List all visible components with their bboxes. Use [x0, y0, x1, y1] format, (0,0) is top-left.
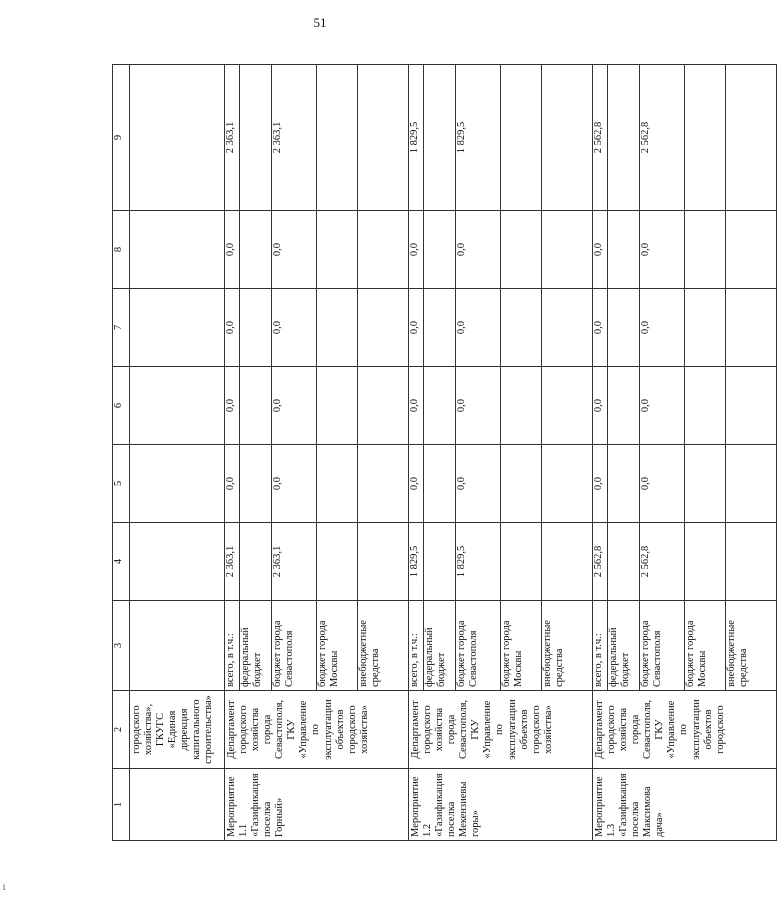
value-line: 2 562,8: [640, 523, 685, 600]
value-line: [685, 289, 726, 366]
table-cell: [130, 367, 225, 445]
executor-cell: городского хозяйства», ГКУГС «Единая дирекция капитального строительства»: [130, 691, 225, 769]
value-line: [358, 445, 408, 522]
amount-cell: [593, 211, 777, 289]
amount-cell: [593, 65, 777, 211]
funding-source: бюджет города Москвы: [685, 601, 726, 690]
value-line: 2 363,1: [225, 65, 240, 210]
amount-cell: [409, 289, 593, 367]
value-line: [240, 289, 272, 366]
value-line: [240, 445, 272, 522]
value-line: 0,0: [272, 445, 317, 522]
table-cell: [130, 523, 225, 601]
value-line: [501, 445, 542, 522]
measure-name-cell: Мероприятие 1.2 «Газификация поселка Мекензиевы горы»: [409, 769, 593, 841]
value-line: 2 363,1: [225, 523, 240, 600]
measure-row: [409, 65, 593, 841]
value-line: 0,0: [640, 367, 685, 444]
value-line: [726, 367, 776, 444]
funding-source: внебюджетные средства: [358, 620, 382, 687]
value-line: 0,0: [456, 445, 501, 522]
value-line: [424, 445, 456, 522]
value-line: [240, 211, 272, 288]
value-line: [424, 289, 456, 366]
value-line: [608, 523, 640, 600]
value-line: 0,0: [225, 445, 240, 522]
column-number-row: [113, 65, 130, 841]
value-line: 0,0: [456, 289, 501, 366]
column-header: 6: [113, 367, 130, 445]
value-line: [317, 523, 358, 600]
value-line: 1 829,5: [456, 65, 501, 210]
table-cell: [130, 65, 225, 211]
value-line: 0,0: [593, 289, 608, 366]
value-line: [358, 289, 408, 366]
value-line: 1 829,5: [456, 523, 501, 600]
funding-sources-cell: [409, 601, 593, 691]
column-header: 5: [113, 445, 130, 523]
table-cell: [130, 211, 225, 289]
funding-source: федеральный бюджет: [240, 601, 272, 690]
value-line: [685, 445, 726, 522]
value-line: [685, 367, 726, 444]
funding-source: всего, в т.ч.:: [409, 601, 424, 690]
value-line: 0,0: [640, 445, 685, 522]
value-line: [608, 445, 640, 522]
amount-cell: [409, 211, 593, 289]
value-line: [424, 211, 456, 288]
value-line: [424, 65, 456, 210]
value-line: 0,0: [456, 211, 501, 288]
value-line: [685, 211, 726, 288]
value-line: [317, 367, 358, 444]
value-line: 0,0: [409, 289, 424, 366]
value-line: [501, 523, 542, 600]
executor-cell: Департамент городского хозяйства города Севастополя, ГКУ «Управление по эксплуатации объектов городского: [593, 691, 777, 769]
continuation-row: [130, 65, 225, 841]
value-line: [542, 289, 592, 366]
amount-cell: [225, 367, 409, 445]
value-line: [501, 367, 542, 444]
value-line: [726, 289, 776, 366]
amount-cell: [225, 523, 409, 601]
value-line: [317, 211, 358, 288]
value-line: [608, 211, 640, 288]
value-line: [542, 211, 592, 288]
value-line: [317, 445, 358, 522]
funding-sources-cell: [225, 601, 409, 691]
value-line: 0,0: [225, 367, 240, 444]
column-header: 8: [113, 211, 130, 289]
funding-source: бюджет города Москвы: [317, 601, 358, 690]
value-line: 2 562,8: [593, 65, 608, 210]
executor-cell: Департамент городского хозяйства города Севастополя, ГКУ «Управление по эксплуатации объектов городского хозяйства»: [409, 691, 593, 769]
value-line: [608, 367, 640, 444]
funding-source: всего, в т.ч.:: [593, 601, 608, 690]
rotated-budget-table-page: [112, 65, 750, 841]
value-line: 0,0: [593, 367, 608, 444]
amount-cell: [225, 289, 409, 367]
funding-source: внебюджетные средства: [726, 620, 750, 687]
value-line: [501, 211, 542, 288]
value-line: [358, 211, 408, 288]
column-header: 1: [113, 769, 130, 841]
value-line: 2 363,1: [272, 65, 317, 210]
table-cell: [130, 445, 225, 523]
value-line: [240, 367, 272, 444]
funding-source: внебюджетные средства: [542, 620, 566, 687]
funding-source: бюджет города Севастополя: [640, 601, 685, 690]
value-line: [685, 65, 726, 210]
column-header: 2: [113, 691, 130, 769]
value-line: [542, 367, 592, 444]
value-line: 0,0: [409, 445, 424, 522]
value-line: 1 829,5: [409, 523, 424, 600]
value-line: 0,0: [272, 367, 317, 444]
funding-source: всего, в т.ч.:: [225, 601, 240, 690]
value-line: [317, 65, 358, 210]
funding-source: бюджет города Москвы: [501, 601, 542, 690]
value-line: 0,0: [593, 445, 608, 522]
value-line: 0,0: [272, 211, 317, 288]
value-line: 0,0: [593, 211, 608, 288]
amount-cell: [409, 367, 593, 445]
measure-name-cell: Мероприятие 1.3 «Газификация поселка Максимова дача»: [593, 769, 777, 841]
amount-cell: [225, 445, 409, 523]
amount-cell: [409, 523, 593, 601]
value-line: [240, 65, 272, 210]
amount-cell: [593, 289, 777, 367]
page-number: 51: [313, 15, 327, 30]
funding-sources-cell: [593, 601, 777, 691]
table-cell: [130, 769, 225, 841]
amount-cell: [593, 445, 777, 523]
value-line: [608, 65, 640, 210]
value-line: 2 562,8: [593, 523, 608, 600]
value-line: [542, 523, 592, 600]
value-line: [542, 65, 592, 210]
value-line: [726, 445, 776, 522]
amount-cell: [409, 445, 593, 523]
margin-mark: 1: [2, 883, 6, 892]
executor-cell: Департамент городского хозяйства города Севастополя, ГКУ «Управление по эксплуатации объектов городского хозяйства»: [225, 691, 409, 769]
value-line: 0,0: [456, 367, 501, 444]
value-line: [726, 211, 776, 288]
budget-table: [112, 64, 777, 841]
value-line: [501, 65, 542, 210]
funding-source: бюджет города Севастополя: [456, 601, 501, 690]
value-line: 1 829,5: [409, 65, 424, 210]
amount-cell: [593, 523, 777, 601]
table-cell: [130, 601, 225, 691]
column-header: 4: [113, 523, 130, 601]
amount-cell: [593, 367, 777, 445]
amount-cell: [409, 65, 593, 211]
funding-source: федеральный бюджет: [608, 601, 640, 690]
value-line: 2 363,1: [272, 523, 317, 600]
amount-cell: [225, 211, 409, 289]
measure-row: [225, 65, 409, 841]
value-line: 0,0: [272, 289, 317, 366]
value-line: 0,0: [640, 211, 685, 288]
funding-source: бюджет города Севастополя: [272, 601, 317, 690]
table-cell: [130, 289, 225, 367]
value-line: [424, 523, 456, 600]
value-line: 0,0: [225, 289, 240, 366]
value-line: [726, 65, 776, 210]
column-header: 9: [113, 65, 130, 211]
column-header: 3: [113, 601, 130, 691]
value-line: [726, 523, 776, 600]
funding-source: федеральный бюджет: [424, 601, 456, 690]
value-line: 0,0: [225, 211, 240, 288]
value-line: [240, 523, 272, 600]
value-line: 0,0: [640, 289, 685, 366]
value-line: [358, 65, 408, 210]
value-line: [424, 367, 456, 444]
value-line: 2 562,8: [640, 65, 685, 210]
value-line: 0,0: [409, 211, 424, 288]
measure-name-cell: Мероприятие 1.1 «Газификация поселка Горный»: [225, 769, 409, 841]
value-line: [542, 445, 592, 522]
column-header: 7: [113, 289, 130, 367]
value-line: [608, 289, 640, 366]
measure-row: [593, 65, 777, 841]
value-line: [317, 289, 358, 366]
value-line: [358, 523, 408, 600]
value-line: [358, 367, 408, 444]
amount-cell: [225, 65, 409, 211]
value-line: [501, 289, 542, 366]
value-line: [685, 523, 726, 600]
value-line: 0,0: [409, 367, 424, 444]
